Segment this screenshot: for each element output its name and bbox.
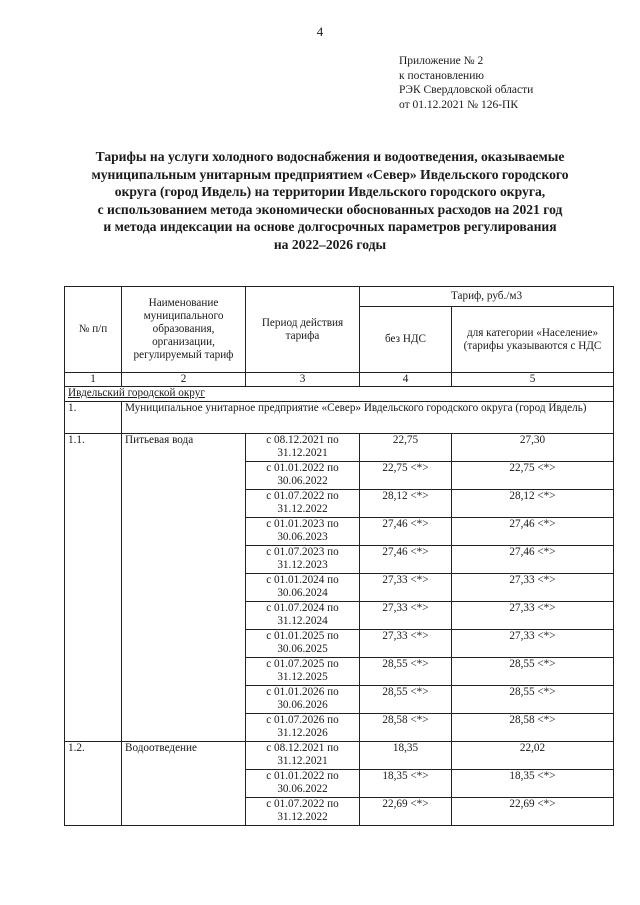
- tariff-population-cell: 27,46 <*>: [452, 518, 614, 546]
- period-cell: с 08.12.2021 по 31.12.2021: [246, 434, 360, 462]
- period-cell: с 01.07.2023 по 31.12.2023: [246, 546, 360, 574]
- tariff-population-cell: 27,33 <*>: [452, 574, 614, 602]
- table-row: [65, 434, 614, 462]
- region-name: Ивдельский городской округ: [65, 387, 614, 402]
- column-number: 4: [360, 373, 452, 387]
- header-period: Период действия тарифа: [246, 287, 360, 373]
- document-title: [50, 148, 610, 254]
- tariff-no-vat-cell: 22,75: [360, 434, 452, 462]
- tariff-no-vat-cell: 27,33 <*>: [360, 630, 452, 658]
- column-number: 1: [65, 373, 122, 387]
- tariff-no-vat-cell: 28,58 <*>: [360, 714, 452, 742]
- title-line: с использованием метода экономически обоснованных расходов на 2021 год: [97, 201, 563, 217]
- tariff-table: [64, 286, 614, 826]
- tariff-population-cell: 27,33 <*>: [452, 630, 614, 658]
- period-cell: с 01.01.2024 по 30.06.2024: [246, 574, 360, 602]
- tariff-population-cell: 27,30: [452, 434, 614, 462]
- header-org: Наименование муниципального образования, организации, регулируемый тариф: [122, 287, 246, 373]
- period-cell: с 01.01.2026 по 30.06.2026: [246, 686, 360, 714]
- header-tariff: Тариф, руб./м3: [360, 287, 614, 307]
- tariff-population-cell: 27,33 <*>: [452, 602, 614, 630]
- tariff-population-cell: 28,12 <*>: [452, 490, 614, 518]
- tariff-population-cell: 27,46 <*>: [452, 546, 614, 574]
- tariff-no-vat-cell: 18,35: [360, 742, 452, 770]
- org-num: 1.: [65, 402, 122, 434]
- title-line: Тарифы на услуги холодного водоснабжения и водоотведения, оказываемые: [95, 149, 565, 164]
- period-cell: с 01.07.2025 по 31.12.2025: [246, 658, 360, 686]
- tariff-population-cell: 28,55 <*>: [452, 686, 614, 714]
- tariff-no-vat-cell: 27,33 <*>: [360, 574, 452, 602]
- period-cell: с 01.01.2022 по 30.06.2022: [246, 770, 360, 798]
- tariff-population-cell: 22,02: [452, 742, 614, 770]
- appendix-line: от 01.12.2021 № 126-ПК: [399, 98, 519, 111]
- tariff-population-cell: 28,58 <*>: [452, 714, 614, 742]
- period-cell: с 01.07.2022 по 31.12.2022: [246, 490, 360, 518]
- page-number: 4: [316, 24, 324, 39]
- period-cell: с 08.12.2021 по 31.12.2021: [246, 742, 360, 770]
- org-name: Муниципальное унитарное предприятие «Север» Ивдельского городского округа (город Ивдель): [122, 402, 614, 434]
- period-cell: с 01.01.2023 по 30.06.2023: [246, 518, 360, 546]
- header-population: для категории «Население» (тарифы указываются с НДС: [452, 307, 614, 373]
- column-number: 3: [246, 373, 360, 387]
- appendix-line: Приложение № 2: [399, 55, 484, 67]
- tariff-no-vat-cell: 28,55 <*>: [360, 658, 452, 686]
- appendix-line: к постановлению: [399, 69, 484, 82]
- column-number-row: [65, 373, 614, 387]
- title-line: и метода индексации на основе долгосрочных параметров регулирования: [103, 219, 557, 235]
- header-num: № п/п: [65, 287, 122, 373]
- tariff-population-cell: 28,55 <*>: [452, 658, 614, 686]
- table-row: [65, 742, 614, 770]
- period-cell: с 01.01.2025 по 30.06.2025: [246, 630, 360, 658]
- tariff-no-vat-cell: 18,35 <*>: [360, 770, 452, 798]
- period-cell: с 01.07.2022 по 31.12.2022: [246, 798, 360, 826]
- tariff-no-vat-cell: 22,69 <*>: [360, 798, 452, 826]
- item-num: 1.2.: [65, 742, 122, 826]
- tariff-population-cell: 22,69 <*>: [452, 798, 614, 826]
- tariff-population-cell: 18,35 <*>: [452, 770, 614, 798]
- item-name: Водоотведение: [122, 742, 246, 826]
- tariff-no-vat-cell: 28,12 <*>: [360, 490, 452, 518]
- title-line: округа (город Ивдель) на территории Ивдельского городского округа,: [114, 184, 546, 200]
- period-cell: с 01.07.2026 по 31.12.2026: [246, 714, 360, 742]
- tariff-no-vat-cell: 27,33 <*>: [360, 602, 452, 630]
- appendix-line: РЭК Свердловской области: [399, 84, 534, 96]
- header-no-vat: без НДС: [360, 307, 452, 373]
- tariff-no-vat-cell: 27,46 <*>: [360, 518, 452, 546]
- tariff-no-vat-cell: 28,55 <*>: [360, 686, 452, 714]
- column-number: 2: [122, 373, 246, 387]
- tariff-no-vat-cell: 27,46 <*>: [360, 546, 452, 574]
- tariff-no-vat-cell: 22,75 <*>: [360, 462, 452, 490]
- column-number: 5: [452, 373, 614, 387]
- appendix-block: [399, 54, 533, 112]
- title-line: муниципальным унитарным предприятием «Север» Ивдельского городского: [91, 166, 569, 182]
- period-cell: с 01.01.2022 по 30.06.2022: [246, 462, 360, 490]
- title-line: на 2022–2026 годы: [273, 236, 387, 252]
- tariff-population-cell: 22,75 <*>: [452, 462, 614, 490]
- period-cell: с 01.07.2024 по 31.12.2024: [246, 602, 360, 630]
- item-name: Питьевая вода: [122, 434, 246, 742]
- item-num: 1.1.: [65, 434, 122, 742]
